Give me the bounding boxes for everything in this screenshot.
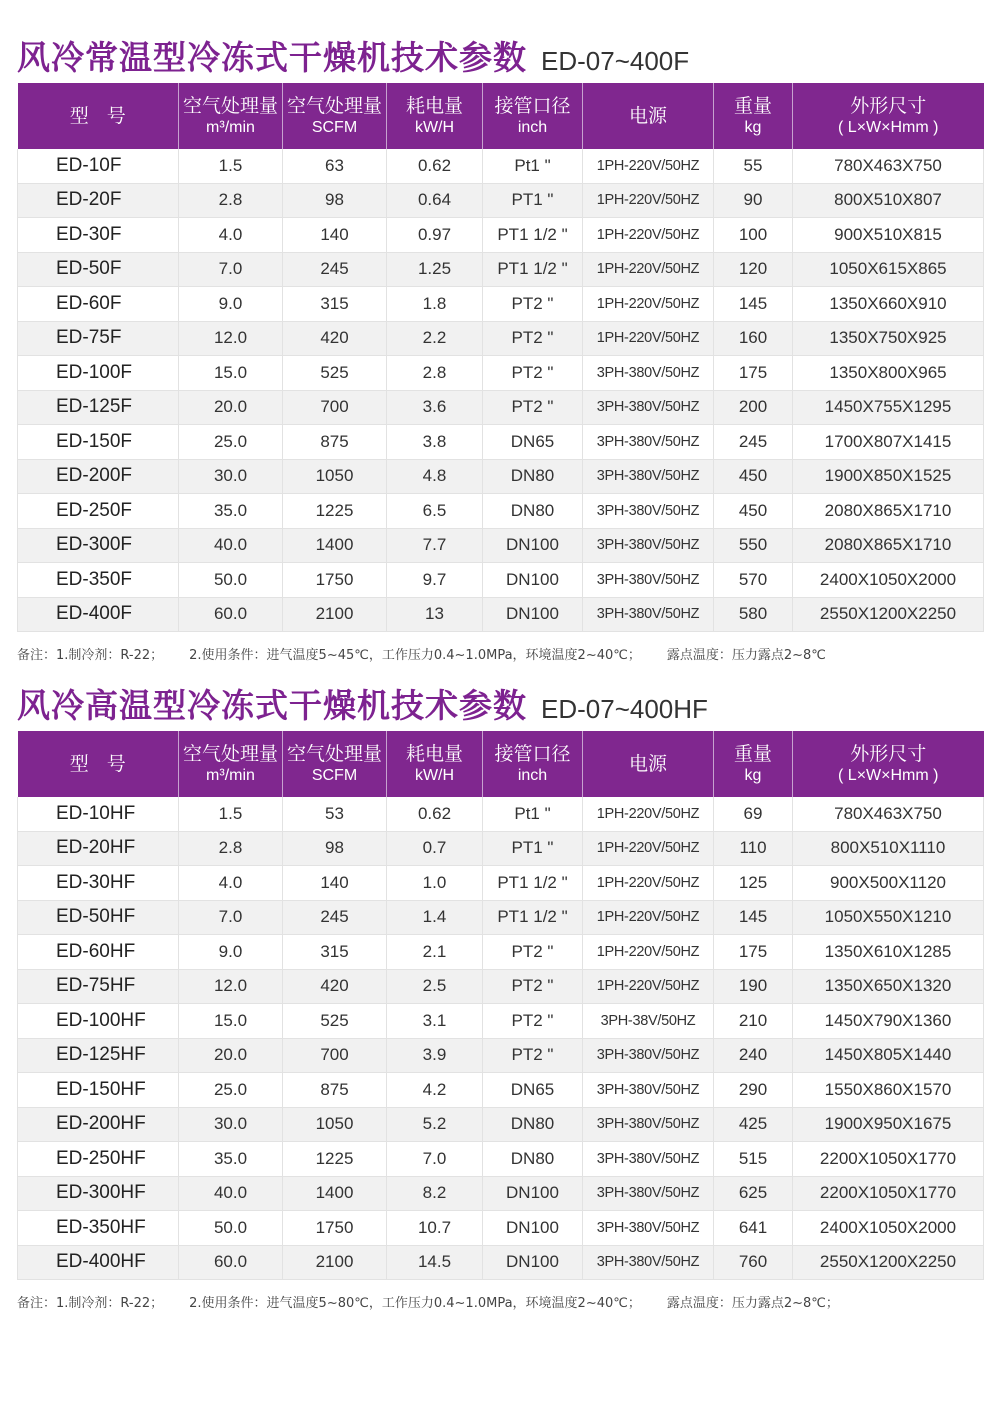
cell-flow-scfm: 98 xyxy=(283,183,387,218)
header-flow-scfm: 空气处理量 SCFM xyxy=(283,83,387,149)
cell-weight: 175 xyxy=(714,935,793,970)
cell-dimensions: 2080X865X1710 xyxy=(793,494,984,529)
table-row xyxy=(18,494,984,529)
header-weight: 重量 kg xyxy=(714,731,793,797)
footnote xyxy=(17,644,983,663)
cell-pipe-size: PT2 " xyxy=(483,935,583,970)
table-row xyxy=(18,831,984,866)
cell-power-consumption: 0.97 xyxy=(387,218,483,253)
cell-model: ED-30F xyxy=(18,218,179,253)
cell-flow-scfm: 140 xyxy=(283,218,387,253)
footnote xyxy=(17,1292,983,1311)
cell-dimensions: 2200X1050X1770 xyxy=(793,1176,984,1211)
cell-flow-scfm: 2100 xyxy=(283,597,387,632)
cell-dimensions: 900X500X1120 xyxy=(793,866,984,901)
cell-flow-scfm: 420 xyxy=(283,969,387,1004)
cell-pipe-size: PT1 1/2 " xyxy=(483,866,583,901)
cell-weight: 69 xyxy=(714,797,793,831)
cell-weight: 120 xyxy=(714,252,793,287)
cell-flow-m3: 20.0 xyxy=(179,390,283,425)
cell-power-consumption: 2.1 xyxy=(387,935,483,970)
cell-power-consumption: 14.5 xyxy=(387,1245,483,1280)
header-power-supply: 电源 xyxy=(583,83,714,149)
cell-weight: 641 xyxy=(714,1211,793,1246)
cell-dimensions: 1350X750X925 xyxy=(793,321,984,356)
cell-power-supply: 1PH-220V/50HZ xyxy=(583,797,714,831)
cell-flow-scfm: 700 xyxy=(283,390,387,425)
cell-power-consumption: 0.64 xyxy=(387,183,483,218)
table-row xyxy=(18,149,984,183)
cell-flow-scfm: 525 xyxy=(283,356,387,391)
spec-table xyxy=(17,731,984,1280)
cell-model: ED-125F xyxy=(18,390,179,425)
cell-model: ED-125HF xyxy=(18,1038,179,1073)
cell-power-consumption: 4.8 xyxy=(387,459,483,494)
table-row xyxy=(18,1176,984,1211)
cell-pipe-size: DN65 xyxy=(483,425,583,460)
cell-flow-m3: 35.0 xyxy=(179,494,283,529)
cell-flow-scfm: 1400 xyxy=(283,1176,387,1211)
header-flow-scfm: 空气处理量 SCFM xyxy=(283,731,387,797)
cell-power-supply: 3PH-380V/50HZ xyxy=(583,1211,714,1246)
table-body xyxy=(18,149,984,632)
cell-power-supply: 3PH-380V/50HZ xyxy=(583,1038,714,1073)
cell-pipe-size: Pt1 " xyxy=(483,797,583,831)
cell-power-supply: 1PH-220V/50HZ xyxy=(583,866,714,901)
table-row xyxy=(18,1073,984,1108)
cell-model: ED-60HF xyxy=(18,935,179,970)
table-row xyxy=(18,900,984,935)
cell-dimensions: 1350X650X1320 xyxy=(793,969,984,1004)
cell-weight: 625 xyxy=(714,1176,793,1211)
table-row xyxy=(18,1245,984,1280)
cell-dimensions: 1450X805X1440 xyxy=(793,1038,984,1073)
cell-pipe-size: PT2 " xyxy=(483,321,583,356)
cell-power-consumption: 7.0 xyxy=(387,1142,483,1177)
cell-flow-scfm: 63 xyxy=(283,149,387,183)
cell-flow-scfm: 875 xyxy=(283,425,387,460)
cell-pipe-size: DN100 xyxy=(483,1176,583,1211)
table-row xyxy=(18,528,984,563)
cell-pipe-size: DN100 xyxy=(483,1245,583,1280)
cell-power-supply: 1PH-220V/50HZ xyxy=(583,831,714,866)
cell-power-supply: 1PH-220V/50HZ xyxy=(583,900,714,935)
table-row xyxy=(18,797,984,831)
cell-power-consumption: 13 xyxy=(387,597,483,632)
cell-power-supply: 3PH-380V/50HZ xyxy=(583,459,714,494)
cell-weight: 515 xyxy=(714,1142,793,1177)
note-dew-point: 露点温度：压力露点2~8℃ xyxy=(666,648,826,663)
cell-flow-scfm: 98 xyxy=(283,831,387,866)
cell-pipe-size: DN100 xyxy=(483,597,583,632)
cell-flow-m3: 1.5 xyxy=(179,797,283,831)
cell-flow-m3: 60.0 xyxy=(179,1245,283,1280)
header-flow-m3: 空气处理量 m³/min xyxy=(179,83,283,149)
cell-weight: 175 xyxy=(714,356,793,391)
cell-model: ED-350HF xyxy=(18,1211,179,1246)
cell-model: ED-400F xyxy=(18,597,179,632)
section-title xyxy=(17,30,983,80)
cell-flow-scfm: 1050 xyxy=(283,459,387,494)
cell-flow-scfm: 525 xyxy=(283,1004,387,1039)
cell-weight: 450 xyxy=(714,494,793,529)
cell-flow-scfm: 53 xyxy=(283,797,387,831)
cell-flow-scfm: 700 xyxy=(283,1038,387,1073)
cell-model: ED-30HF xyxy=(18,866,179,901)
cell-weight: 450 xyxy=(714,459,793,494)
header-pipe-size: 接管口径 inch xyxy=(483,731,583,797)
cell-model: ED-100HF xyxy=(18,1004,179,1039)
table-row xyxy=(18,425,984,460)
cell-power-consumption: 10.7 xyxy=(387,1211,483,1246)
cell-dimensions: 1350X660X910 xyxy=(793,287,984,322)
cell-model: ED-50F xyxy=(18,252,179,287)
cell-pipe-size: Pt1 " xyxy=(483,149,583,183)
cell-weight: 125 xyxy=(714,866,793,901)
cell-power-supply: 1PH-220V/50HZ xyxy=(583,321,714,356)
cell-power-supply: 3PH-380V/50HZ xyxy=(583,494,714,529)
cell-model: ED-100F xyxy=(18,356,179,391)
header-row xyxy=(18,731,984,797)
spec-section-hf xyxy=(17,678,983,1311)
cell-model: ED-200HF xyxy=(18,1107,179,1142)
cell-flow-scfm: 315 xyxy=(283,935,387,970)
cell-power-supply: 3PH-380V/50HZ xyxy=(583,597,714,632)
cell-pipe-size: DN100 xyxy=(483,563,583,598)
table-row xyxy=(18,356,984,391)
cell-power-consumption: 1.4 xyxy=(387,900,483,935)
cell-power-supply: 3PH-380V/50HZ xyxy=(583,356,714,391)
header-pipe-size: 接管口径 inch xyxy=(483,83,583,149)
header-dimensions: 外形尺寸 ( L×W×Hmm ) xyxy=(793,731,984,797)
cell-power-consumption: 3.6 xyxy=(387,390,483,425)
cell-power-supply: 1PH-220V/50HZ xyxy=(583,218,714,253)
cell-flow-scfm: 875 xyxy=(283,1073,387,1108)
cell-power-supply: 3PH-380V/50HZ xyxy=(583,1176,714,1211)
cell-power-supply: 3PH-380V/50HZ xyxy=(583,425,714,460)
cell-pipe-size: PT1 1/2 " xyxy=(483,218,583,253)
cell-power-supply: 1PH-220V/50HZ xyxy=(583,287,714,322)
cell-power-consumption: 2.8 xyxy=(387,356,483,391)
cell-dimensions: 800X510X807 xyxy=(793,183,984,218)
cell-flow-m3: 25.0 xyxy=(179,1073,283,1108)
cell-flow-m3: 25.0 xyxy=(179,425,283,460)
cell-weight: 160 xyxy=(714,321,793,356)
cell-power-consumption: 2.5 xyxy=(387,969,483,1004)
cell-model: ED-10HF xyxy=(18,797,179,831)
cell-power-consumption: 1.0 xyxy=(387,866,483,901)
cell-weight: 55 xyxy=(714,149,793,183)
cell-power-supply: 1PH-220V/50HZ xyxy=(583,149,714,183)
cell-power-consumption: 0.62 xyxy=(387,149,483,183)
cell-flow-scfm: 245 xyxy=(283,252,387,287)
cell-power-consumption: 9.7 xyxy=(387,563,483,598)
header-flow-m3: 空气处理量 m³/min xyxy=(179,731,283,797)
table-body xyxy=(18,797,984,1280)
table-row xyxy=(18,1038,984,1073)
cell-model: ED-300HF xyxy=(18,1176,179,1211)
cell-pipe-size: PT2 " xyxy=(483,1004,583,1039)
cell-flow-m3: 15.0 xyxy=(179,356,283,391)
cell-dimensions: 2550X1200X2250 xyxy=(793,597,984,632)
cell-model: ED-200F xyxy=(18,459,179,494)
cell-dimensions: 800X510X1110 xyxy=(793,831,984,866)
cell-flow-m3: 7.0 xyxy=(179,252,283,287)
header-model: 型号 xyxy=(18,83,179,149)
cell-pipe-size: PT1 1/2 " xyxy=(483,252,583,287)
cell-model: ED-400HF xyxy=(18,1245,179,1280)
note-conditions: 2.使用条件：进气温度5~80℃，工作压力0.4~1.0MPa，环境温度2~40℃； xyxy=(189,1296,641,1311)
cell-power-consumption: 3.8 xyxy=(387,425,483,460)
cell-power-supply: 1PH-220V/50HZ xyxy=(583,252,714,287)
cell-power-consumption: 5.2 xyxy=(387,1107,483,1142)
header-model: 型号 xyxy=(18,731,179,797)
cell-power-supply: 1PH-220V/50HZ xyxy=(583,935,714,970)
cell-flow-scfm: 315 xyxy=(283,287,387,322)
cell-flow-m3: 9.0 xyxy=(179,935,283,970)
cell-flow-scfm: 1750 xyxy=(283,1211,387,1246)
spec-section-f xyxy=(17,30,983,663)
cell-dimensions: 2550X1200X2250 xyxy=(793,1245,984,1280)
cell-pipe-size: DN100 xyxy=(483,1211,583,1246)
cell-power-supply: 3PH-380V/50HZ xyxy=(583,1073,714,1108)
cell-weight: 210 xyxy=(714,1004,793,1039)
cell-power-consumption: 0.7 xyxy=(387,831,483,866)
cell-model: ED-150HF xyxy=(18,1073,179,1108)
table-row xyxy=(18,1142,984,1177)
cell-flow-scfm: 1750 xyxy=(283,563,387,598)
note-refrigerant: 备注：1.制冷剂：R-22； xyxy=(17,1296,164,1311)
table-row xyxy=(18,390,984,425)
cell-power-supply: 3PH-380V/50HZ xyxy=(583,563,714,598)
table-row xyxy=(18,597,984,632)
header-power-consumption: 耗电量 kW/H xyxy=(387,731,483,797)
cell-dimensions: 1050X615X865 xyxy=(793,252,984,287)
cell-weight: 90 xyxy=(714,183,793,218)
cell-power-supply: 3PH-380V/50HZ xyxy=(583,1107,714,1142)
cell-dimensions: 900X510X815 xyxy=(793,218,984,253)
cell-pipe-size: PT1 " xyxy=(483,831,583,866)
cell-flow-scfm: 1050 xyxy=(283,1107,387,1142)
cell-power-consumption: 2.2 xyxy=(387,321,483,356)
cell-weight: 580 xyxy=(714,597,793,632)
cell-weight: 245 xyxy=(714,425,793,460)
title-model-range: ED-07~400HF xyxy=(541,694,708,724)
cell-dimensions: 1450X755X1295 xyxy=(793,390,984,425)
cell-dimensions: 2200X1050X1770 xyxy=(793,1142,984,1177)
table-row xyxy=(18,563,984,598)
header-row xyxy=(18,83,984,149)
table-row xyxy=(18,321,984,356)
cell-pipe-size: PT2 " xyxy=(483,356,583,391)
cell-dimensions: 1350X610X1285 xyxy=(793,935,984,970)
cell-flow-m3: 35.0 xyxy=(179,1142,283,1177)
cell-model: ED-300F xyxy=(18,528,179,563)
cell-flow-scfm: 1400 xyxy=(283,528,387,563)
cell-power-supply: 1PH-220V/50HZ xyxy=(583,969,714,1004)
title-chinese: 风冷高温型冷冻式干燥机技术参数 xyxy=(17,686,527,725)
cell-model: ED-250F xyxy=(18,494,179,529)
cell-model: ED-10F xyxy=(18,149,179,183)
cell-dimensions: 780X463X750 xyxy=(793,797,984,831)
cell-power-supply: 3PH-380V/50HZ xyxy=(583,1245,714,1280)
note-refrigerant: 备注：1.制冷剂：R-22； xyxy=(17,648,164,663)
cell-model: ED-75F xyxy=(18,321,179,356)
cell-model: ED-60F xyxy=(18,287,179,322)
cell-flow-m3: 4.0 xyxy=(179,218,283,253)
cell-dimensions: 1050X550X1210 xyxy=(793,900,984,935)
cell-dimensions: 1900X950X1675 xyxy=(793,1107,984,1142)
table-row xyxy=(18,935,984,970)
cell-pipe-size: DN100 xyxy=(483,528,583,563)
cell-power-consumption: 7.7 xyxy=(387,528,483,563)
cell-pipe-size: DN80 xyxy=(483,459,583,494)
cell-flow-m3: 15.0 xyxy=(179,1004,283,1039)
cell-flow-m3: 30.0 xyxy=(179,459,283,494)
spec-table xyxy=(17,83,984,632)
cell-weight: 110 xyxy=(714,831,793,866)
header-power-supply: 电源 xyxy=(583,731,714,797)
cell-dimensions: 1900X850X1525 xyxy=(793,459,984,494)
cell-flow-m3: 2.8 xyxy=(179,831,283,866)
cell-model: ED-150F xyxy=(18,425,179,460)
cell-flow-m3: 30.0 xyxy=(179,1107,283,1142)
cell-dimensions: 1550X860X1570 xyxy=(793,1073,984,1108)
cell-flow-m3: 7.0 xyxy=(179,900,283,935)
cell-pipe-size: DN80 xyxy=(483,1107,583,1142)
cell-pipe-size: PT2 " xyxy=(483,1038,583,1073)
cell-flow-scfm: 140 xyxy=(283,866,387,901)
cell-power-consumption: 8.2 xyxy=(387,1176,483,1211)
cell-weight: 100 xyxy=(714,218,793,253)
cell-flow-m3: 12.0 xyxy=(179,321,283,356)
cell-pipe-size: DN80 xyxy=(483,494,583,529)
table-row xyxy=(18,1004,984,1039)
cell-weight: 145 xyxy=(714,287,793,322)
cell-flow-m3: 50.0 xyxy=(179,563,283,598)
cell-power-consumption: 3.9 xyxy=(387,1038,483,1073)
cell-power-consumption: 3.1 xyxy=(387,1004,483,1039)
cell-pipe-size: DN80 xyxy=(483,1142,583,1177)
cell-power-consumption: 4.2 xyxy=(387,1073,483,1108)
cell-power-supply: 3PH-380V/50HZ xyxy=(583,390,714,425)
table-row xyxy=(18,1211,984,1246)
cell-weight: 290 xyxy=(714,1073,793,1108)
cell-flow-scfm: 245 xyxy=(283,900,387,935)
cell-power-supply: 3PH-380V/50HZ xyxy=(583,528,714,563)
cell-power-supply: 3PH-380V/50HZ xyxy=(583,1142,714,1177)
cell-flow-m3: 40.0 xyxy=(179,528,283,563)
table-row xyxy=(18,287,984,322)
cell-power-consumption: 6.5 xyxy=(387,494,483,529)
cell-dimensions: 1700X807X1415 xyxy=(793,425,984,460)
table-row xyxy=(18,252,984,287)
table-row xyxy=(18,218,984,253)
cell-model: ED-350F xyxy=(18,563,179,598)
cell-flow-m3: 20.0 xyxy=(179,1038,283,1073)
table-row xyxy=(18,969,984,1004)
cell-pipe-size: PT2 " xyxy=(483,390,583,425)
cell-power-supply: 3PH-38V/50HZ xyxy=(583,1004,714,1039)
cell-weight: 200 xyxy=(714,390,793,425)
table-row xyxy=(18,459,984,494)
cell-flow-m3: 4.0 xyxy=(179,866,283,901)
cell-flow-scfm: 420 xyxy=(283,321,387,356)
cell-flow-m3: 50.0 xyxy=(179,1211,283,1246)
cell-weight: 760 xyxy=(714,1245,793,1280)
cell-flow-m3: 60.0 xyxy=(179,597,283,632)
cell-pipe-size: PT1 1/2 " xyxy=(483,900,583,935)
title-chinese: 风冷常温型冷冻式干燥机技术参数 xyxy=(17,38,527,77)
cell-dimensions: 1350X800X965 xyxy=(793,356,984,391)
table-row xyxy=(18,866,984,901)
cell-flow-scfm: 1225 xyxy=(283,494,387,529)
cell-power-consumption: 1.8 xyxy=(387,287,483,322)
title-model-range: ED-07~400F xyxy=(541,46,690,76)
cell-flow-m3: 12.0 xyxy=(179,969,283,1004)
cell-power-consumption: 1.25 xyxy=(387,252,483,287)
cell-weight: 425 xyxy=(714,1107,793,1142)
cell-flow-scfm: 2100 xyxy=(283,1245,387,1280)
cell-flow-m3: 9.0 xyxy=(179,287,283,322)
cell-flow-m3: 40.0 xyxy=(179,1176,283,1211)
cell-model: ED-75HF xyxy=(18,969,179,1004)
note-conditions: 2.使用条件：进气温度5~45℃，工作压力0.4~1.0MPa，环境温度2~40℃； xyxy=(189,648,641,663)
cell-power-consumption: 0.62 xyxy=(387,797,483,831)
cell-pipe-size: PT2 " xyxy=(483,287,583,322)
cell-model: ED-50HF xyxy=(18,900,179,935)
section-title xyxy=(17,678,983,728)
header-weight: 重量 kg xyxy=(714,83,793,149)
table-row xyxy=(18,183,984,218)
cell-pipe-size: DN65 xyxy=(483,1073,583,1108)
cell-weight: 145 xyxy=(714,900,793,935)
cell-pipe-size: PT2 " xyxy=(483,969,583,1004)
cell-weight: 570 xyxy=(714,563,793,598)
cell-model: ED-20F xyxy=(18,183,179,218)
cell-dimensions: 2400X1050X2000 xyxy=(793,1211,984,1246)
cell-weight: 550 xyxy=(714,528,793,563)
header-power-consumption: 耗电量 kW/H xyxy=(387,83,483,149)
cell-flow-m3: 1.5 xyxy=(179,149,283,183)
cell-model: ED-250HF xyxy=(18,1142,179,1177)
cell-power-supply: 1PH-220V/50HZ xyxy=(583,183,714,218)
cell-dimensions: 780X463X750 xyxy=(793,149,984,183)
cell-dimensions: 1450X790X1360 xyxy=(793,1004,984,1039)
table-row xyxy=(18,1107,984,1142)
header-dimensions: 外形尺寸 ( L×W×Hmm ) xyxy=(793,83,984,149)
cell-dimensions: 2080X865X1710 xyxy=(793,528,984,563)
cell-flow-scfm: 1225 xyxy=(283,1142,387,1177)
cell-weight: 190 xyxy=(714,969,793,1004)
cell-dimensions: 2400X1050X2000 xyxy=(793,563,984,598)
note-dew-point: 露点温度：压力露点2~8℃； xyxy=(666,1296,839,1311)
cell-flow-m3: 2.8 xyxy=(179,183,283,218)
cell-weight: 240 xyxy=(714,1038,793,1073)
cell-pipe-size: PT1 " xyxy=(483,183,583,218)
cell-model: ED-20HF xyxy=(18,831,179,866)
